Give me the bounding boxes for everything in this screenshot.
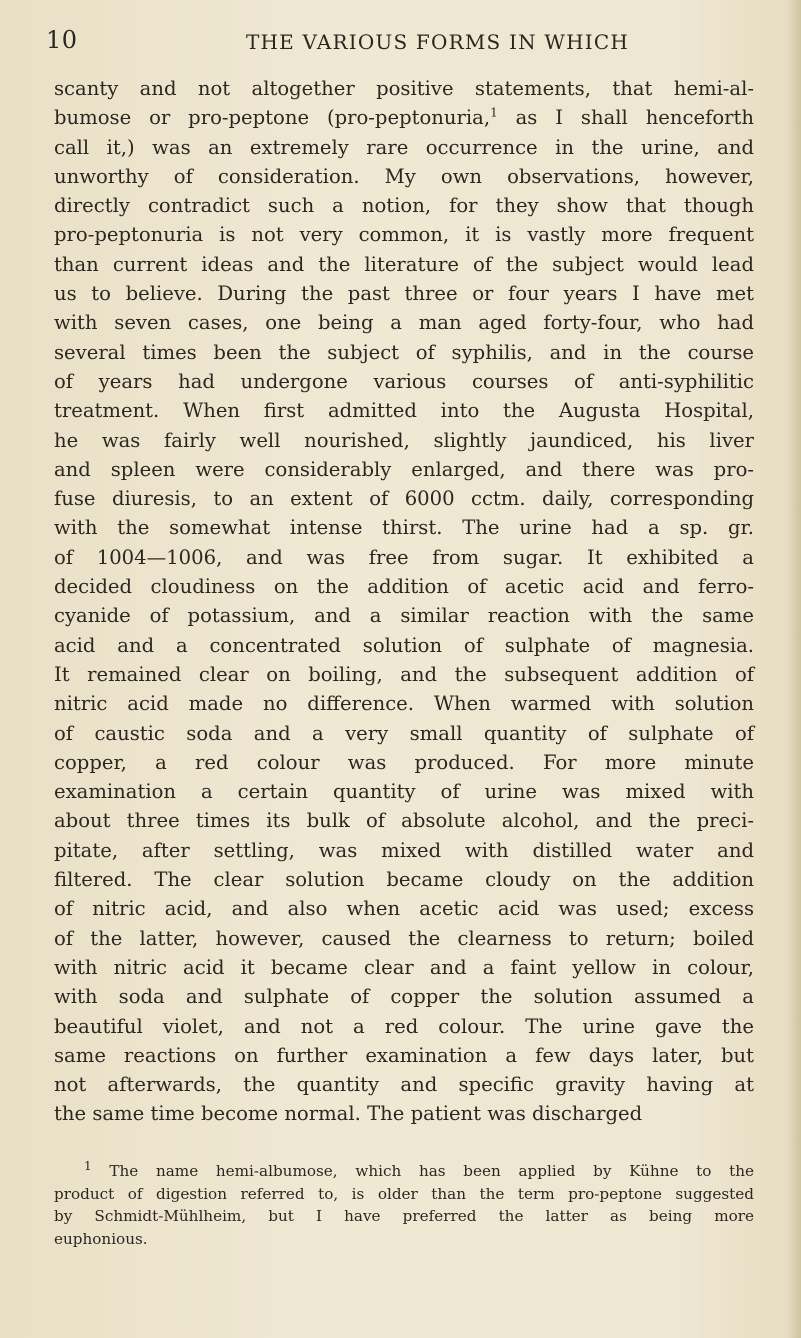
footnote-reference: 1 bbox=[490, 105, 498, 120]
text-line: decided cloudiness on the addition of acetic acid and ferro- bbox=[54, 575, 754, 599]
page-header bbox=[46, 26, 766, 56]
text-line: pro-peptonuria is not very common, it is vastly more frequent bbox=[54, 223, 754, 247]
text-line: with nitric acid it became clear and a faint yellow in colour, bbox=[54, 955, 754, 979]
text-line: pitate, after settling, was mixed with distilled water and bbox=[54, 838, 754, 862]
text-line: beautiful violet, and not a red colour. The urine gave the bbox=[54, 1014, 754, 1038]
text-line: of the latter, however, caused the clearness to return; boiled bbox=[54, 926, 754, 950]
text-line: of 1004—1006, and was free from sugar. It exhibited a bbox=[54, 545, 754, 569]
text-line: directly contradict such a notion, for they show that though bbox=[54, 194, 754, 218]
footnote-line bbox=[54, 1160, 754, 1183]
text-line: examination a certain quantity of urine was mixed with bbox=[54, 780, 754, 804]
text-line: than current ideas and the literature of the subject would lead bbox=[54, 252, 754, 276]
footnote-line: by Schmidt-Mühlheim, but I have preferred the latter as being more bbox=[54, 1207, 754, 1225]
text-line-tail: as I shall henceforth bbox=[497, 106, 754, 130]
text-line-with-footnote bbox=[54, 103, 754, 132]
body-text bbox=[54, 74, 754, 1129]
page-edge-shadow bbox=[787, 0, 801, 1338]
text-line: call it,) was an extremely rare occurrence in the urine, and bbox=[54, 135, 754, 159]
page-number: 10 bbox=[46, 26, 78, 54]
text-line: of years had undergone various courses of anti-syphilitic bbox=[54, 369, 754, 393]
text-line: filtered. The clear solution became cloudy on the addition bbox=[54, 868, 754, 892]
text-line: us to believe. During the past three or four years I have met bbox=[54, 282, 754, 306]
footnote-marker: 1 bbox=[84, 1158, 92, 1173]
text-line: acid and a concentrated solution of sulphate of magnesia. bbox=[54, 633, 754, 657]
text-line: nitric acid made no difference. When warmed with solution bbox=[54, 692, 754, 716]
text-line: he was fairly well nourished, slightly jaundiced, his liver bbox=[54, 428, 754, 452]
text-line: of caustic soda and a very small quantity of sulphate of bbox=[54, 721, 754, 745]
text-line-head: bumose or pro-peptone (pro-peptonuria, bbox=[54, 106, 491, 130]
text-line: treatment. When first admitted into the Augusta Hospital, bbox=[54, 399, 754, 423]
footnotes bbox=[54, 1160, 754, 1250]
footnote-line: product of digestion referred to, is older than the term pro-peptone suggested bbox=[54, 1184, 754, 1203]
text-line: the same time become normal. The patient was discharged bbox=[54, 1102, 643, 1126]
text-line: not afterwards, the quantity and specific gravity having at bbox=[54, 1073, 754, 1097]
text-line: of nitric acid, and also when acetic acid was used; excess bbox=[54, 897, 754, 921]
text-line: and spleen were considerably enlarged, and there was pro- bbox=[54, 457, 754, 481]
footnote-text: The name hemi-albumose, which has been applied by Kühne to the bbox=[91, 1162, 754, 1180]
text-line: with soda and sulphate of copper the solution assumed a bbox=[54, 985, 754, 1009]
text-line: fuse diuresis, to an extent of 6000 cctm. daily, corresponding bbox=[54, 487, 754, 511]
running-head: THE VARIOUS FORMS IN WHICH bbox=[246, 30, 630, 54]
text-line: unworthy of consideration. My own observations, however, bbox=[54, 164, 754, 188]
text-line: cyanide of potassium, and a similar reaction with the same bbox=[54, 604, 754, 628]
text-line: It remained clear on boiling, and the subsequent addition of bbox=[54, 662, 754, 686]
text-line: scanty and not altogether positive statements, that hemi-al- bbox=[54, 77, 754, 100]
footnote-line: euphonious. bbox=[54, 1229, 148, 1248]
text-line: about three times its bulk of absolute alcohol, and the preci- bbox=[54, 809, 754, 833]
text-line: several times been the subject of syphilis, and in the course bbox=[54, 340, 754, 364]
text-line: with the somewhat intense thirst. The urine had a sp. gr. bbox=[54, 516, 754, 540]
text-line: copper, a red colour was produced. For more minute bbox=[54, 750, 754, 774]
text-line: same reactions on further examination a few days later, but bbox=[54, 1043, 754, 1067]
text-line: with seven cases, one being a man aged forty-four, who had bbox=[54, 311, 754, 335]
